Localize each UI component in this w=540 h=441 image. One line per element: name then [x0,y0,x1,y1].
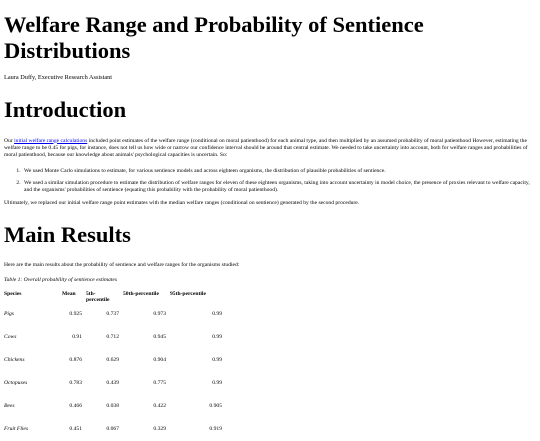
species-cell: Octopuses [4,380,28,386]
p95-cell: 0.99 [212,357,222,363]
species-cell: Chickens [4,357,25,363]
main-results-paragraph: Here are the main results about the probability of sentience and welfare ranges for the organisms studied: [4,261,240,268]
header-species: Species [4,290,22,297]
table-caption: Table 1: Overall probability of sentience estimates [4,276,117,283]
sentience-table [4,291,226,441]
list-item: 2. We used a similar simulation procedure to estimate the distribution of welfare ranges for eleven of these eighteen organisms, taking into account uncertainty in model choice, the presence of proxies relevant to welfare capacity, and the organisms' probabilities of sentience (equating this probability with the probability of moral patienthood). [22,180,536,194]
p5-cell: 0.439 [106,380,119,386]
table-row [4,349,226,372]
mean-cell: 0.451 [69,426,82,432]
list-item: 1. We used Monte Carlo simulations to estimate, for various sentience models and across eighteen organisms, the distribution of plausible probabilities of sentience. [22,168,536,175]
table-row [4,395,226,418]
p5-cell: 0.629 [106,357,119,363]
mean-cell: 0.925 [69,311,82,317]
p50-cell: 0.775 [153,380,166,386]
page-title: Welfare Range and Probability of Sentience Distributions [4,12,424,63]
mean-cell: 0.783 [69,380,82,386]
species-cell: Fruit Flies [4,426,29,432]
main-results-heading: Main Results [4,221,131,247]
p50-cell: 0.973 [153,311,166,317]
introduction-heading: Introduction [4,96,127,122]
header-5th-percentile: 5th-percentile [86,290,110,303]
header-mean: Mean [62,290,76,297]
mean-cell: 0.876 [69,357,82,363]
species-cell: Cows [4,334,17,340]
p5-cell: 0.067 [106,426,119,432]
table-row [4,303,226,326]
p95-cell: 0.99 [212,380,222,386]
intro-text-prefix: Our [4,137,15,144]
mean-cell: 0.91 [72,334,82,340]
p50-cell: 0.945 [153,334,166,340]
p95-cell: 0.99 [212,334,222,340]
table-row [4,372,226,395]
table-header-row [4,291,226,303]
author-line: Laura Duffy, Executive Research Assistant [4,73,113,81]
p95-cell: 0.919 [209,426,222,432]
p50-cell: 0.422 [153,403,166,409]
p5-cell: 0.038 [106,403,119,409]
species-cell: Bees [4,403,15,409]
intro-text-rest: included point estimates of the welfare range (conditional on moral patienthood) for each animal type, and then multiplied by an assumed probability of moral patienthood However, estimating the welfare range to be 0.45 for pigs, for instance, does not tell us how wide or narrow our confidence interval should be around that central estimate. We needed to take uncertainty into account, both for welfare ranges and probabilities of moral patienthood, because our knowledge about animals' psychological capacities is uncertain. So: [4,137,528,158]
table-row [4,418,226,441]
mean-cell: 0.466 [69,403,82,409]
species-cell: Pigs [4,311,14,317]
header-95th-percentile: 95th-percentile [170,290,206,297]
p5-cell: 0.737 [106,311,119,317]
introduction-paragraph [4,138,536,159]
p95-cell: 0.905 [209,403,222,409]
p50-cell: 0.329 [153,426,166,432]
conclusion-paragraph: Ultimately, we replaced our initial welfare range point estimates with the median welfare ranges (conditional on sentience) generated by the second procedure. [4,199,360,206]
p5-cell: 0.712 [106,334,119,340]
header-50th-percentile: 50th-percentile [123,290,159,297]
p50-cell: 0.904 [153,357,166,363]
methods-list [4,168,536,194]
welfare-range-calculations-link[interactable]: initial welfare range calculations [14,137,88,144]
table-row [4,326,226,349]
p95-cell: 0.99 [212,311,222,317]
